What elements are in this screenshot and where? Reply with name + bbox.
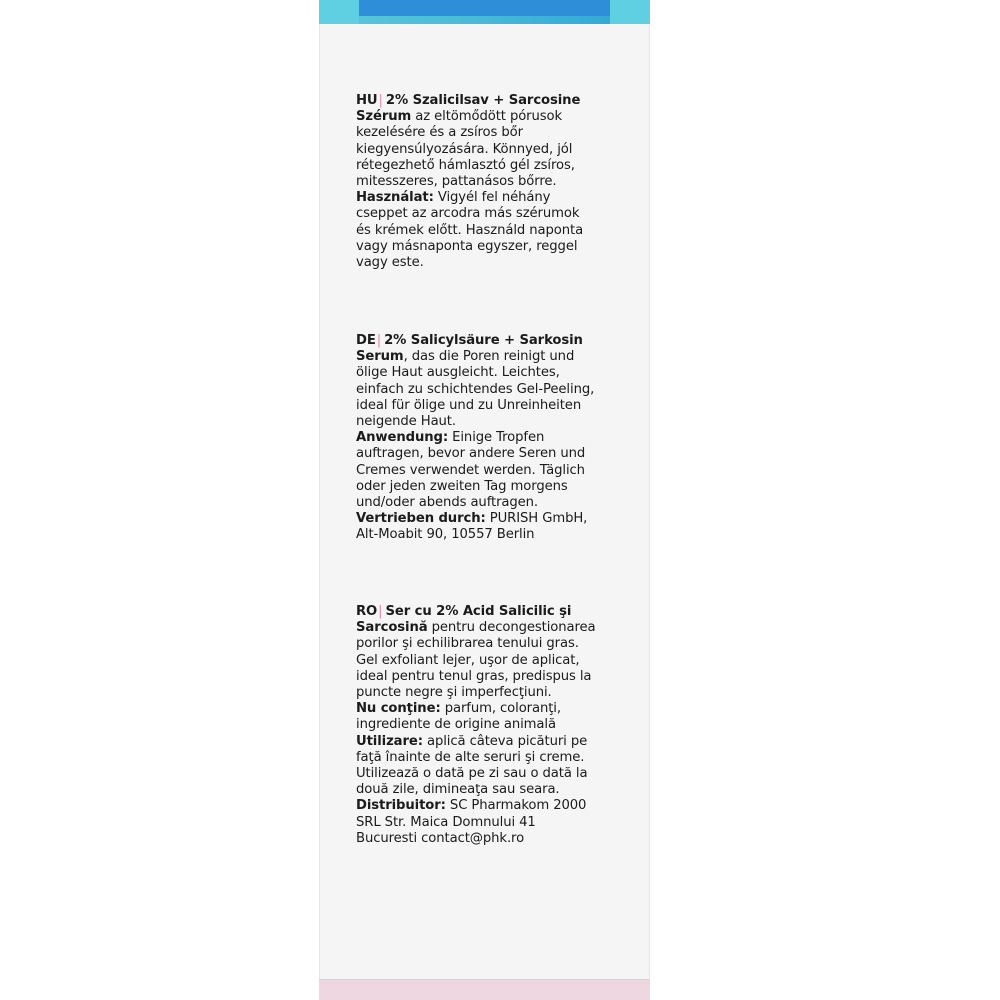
- hungarian-usage: [356, 190, 596, 271]
- romanian-section: [356, 604, 596, 847]
- usage-label-hu: Használat:: [356, 190, 434, 206]
- distributor-text-ro: SC Pharmakom 2000 SRL Str. Maica Domnului 41 Bucuresti contact@phk.ro: [356, 798, 587, 846]
- usage-label-de: Anwendung:: [356, 430, 449, 446]
- german-section: [356, 333, 596, 544]
- box-top-band-center: [359, 0, 610, 16]
- distributor-label-ro: Distribuitor:: [356, 798, 446, 814]
- distributor-text-de: PURISH GmbH, Alt-Moabit 90, 10557 Berlin: [356, 511, 588, 543]
- box-top-band-left: [319, 0, 359, 24]
- german-description: [356, 333, 596, 430]
- box-top-band: [319, 0, 650, 24]
- separator: |: [376, 333, 382, 348]
- free-from-text-ro: parfum, coloranţi, ingrediente de origine animală: [356, 701, 561, 733]
- free-from-label-ro: Nu conţine:: [356, 701, 441, 717]
- separator: |: [378, 93, 383, 108]
- german-distributor: [356, 511, 596, 543]
- romanian-distributor: [356, 798, 596, 847]
- product-name-ro: Ser cu 2% Acid Salicilic şi Sarcosină: [356, 604, 572, 636]
- box-bottom-band: [319, 979, 650, 1000]
- romanian-free-from: [356, 701, 596, 733]
- separator: |: [378, 604, 383, 619]
- usage-text-hu: Vigyél fel néhány cseppet az arcodra más szérumok és krémek előtt. Használd naponta vagy másnaponta egyszer, reggel vagy este.: [356, 190, 584, 271]
- product-name-de: 2% Salicylsäure + Sarkosin Serum: [356, 333, 583, 365]
- usage-text-de: Einige Tropfen auftragen, bevor andere Seren und Cremes verwendet werden. Täglich oder jeden zweiten Tag morgens und/oder abends auftragen.: [356, 430, 586, 511]
- description-ro: pentru decongestionarea porilor şi echilibrarea tenului gras. Gel exfoliant lejer, uşor de aplicat, ideal pentru tenul gras, predispus la puncte negre şi imperfecţiuni.: [356, 620, 596, 701]
- usage-label-ro: Utilizare:: [356, 733, 423, 749]
- usage-text-ro: aplică câteva picături pe faţă înainte de alte seruri şi creme. Utilizează o dată pe zi sau o dată la două zile, dimineaţa sau seara.: [356, 733, 588, 798]
- description-hu: az eltömődött pórusok kezelésére és a zsíros bőr kiegyensúlyozására. Könnyed, jól rétegezhető hámlasztó gél zsíros, mitesszeres, pattanásos bőrre.: [356, 109, 575, 190]
- hungarian-description: [356, 93, 596, 190]
- german-usage: [356, 430, 596, 511]
- language-code-ro: RO: [356, 604, 378, 619]
- product-name-hu: 2% Szalicilsav + Sarcosine Szérum: [356, 93, 581, 125]
- distributor-label-de: Vertrieben durch:: [356, 511, 486, 527]
- box-top-band-right: [610, 0, 650, 24]
- description-de: , das die Poren reinigt und ölige Haut ausgleicht. Leichtes, einfach zu schichtendes Gel-Peeling, ideal für ölige und zu Unreinheiten neigende Haut.: [356, 349, 595, 430]
- hungarian-section: [356, 93, 596, 271]
- romanian-usage: [356, 734, 596, 799]
- romanian-description: [356, 604, 596, 701]
- language-code-hu: HU: [356, 93, 378, 108]
- language-code-de: DE: [356, 333, 376, 348]
